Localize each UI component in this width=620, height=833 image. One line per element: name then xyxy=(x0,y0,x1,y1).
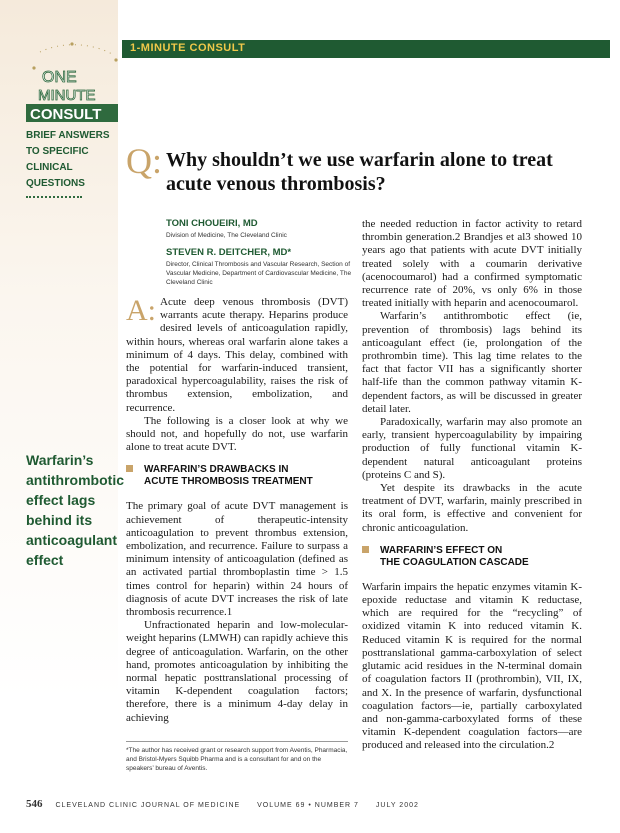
section-header-label: 1-MINUTE CONSULT xyxy=(130,42,246,54)
tagline-line: BRIEF ANSWERS xyxy=(26,130,110,141)
tagline-line: TO SPECIFIC xyxy=(26,146,89,157)
heading-line: ACUTE THROMBOSIS TREATMENT xyxy=(144,476,313,488)
pull-quote-line: anticoagulant xyxy=(26,532,118,548)
svg-text:MINUTE: MINUTE xyxy=(38,87,96,104)
author-affiliation: Division of Medicine, The Cleveland Clinic xyxy=(166,232,287,239)
body-paragraph: Yet despite its drawbacks in the acute treatment of DVT, warfarin, mainly prescribed in its oral form, is effective and convenient for chronic anticoagulation. xyxy=(362,482,582,534)
section-heading-drawbacks xyxy=(126,464,348,488)
section-header-bar xyxy=(122,40,610,58)
heading-line: WARFARIN’S EFFECT ON xyxy=(380,544,503,556)
author-name: TONI CHOUEIRI, MD xyxy=(166,218,258,229)
pull-quote xyxy=(26,450,124,570)
answer-paragraph xyxy=(126,296,348,415)
page-footer xyxy=(26,798,433,810)
author-affiliation: Director, Clinical Thrombosis and Vascular Research, Section of Vascular Medicine, Department of Cardiovascular Medicine, The Cleveland Clinic xyxy=(166,261,352,286)
body-paragraph: The primary goal of acute DVT management is achievement of therapeutic-intensity anticoagulation to prevent thrombus extension, embolization, and recurrence. Failure to surpass a minimum intensity of anticoagulation (defined as an activated partial thromboplastin time > 1.5 times control for heparin) within 24 hours of diagnosis of acute DVT increases the risk of late thrombosis recurrence.1 xyxy=(126,500,348,619)
square-bullet-icon xyxy=(126,465,133,472)
svg-text:CONSULT: CONSULT xyxy=(30,106,102,123)
body-paragraph: the needed reduction in factor activity to retard thrombin generation.2 Brandjes et al3 showed 10 years ago that patients with acute DVT initially treated solely with a coumarin derivative (acenocoumarol) had a confirmed symptomatic recurrence rate of 20%, vs only 6% in those treated initially with heparin and acenocoumarol. xyxy=(362,218,582,310)
body-paragraph: Warfarin’s antithrombotic effect (ie, prevention of thrombosis) lags behind its anticoagulant effect (ie, prolongation of the prothrombin time). This lag time relates to the fact that factor VII has a significantly shorter half-life than the common pathway vitamin K-dependent factors, as will be discussed in greater detail later. xyxy=(362,310,582,415)
body-paragraph: Unfractionated heparin and low-molecular-weight heparins (LMWH) can rapidly achieve this degree of anticoagulation. Warfarin, on the other hand, promotes anticoagulation by inhibiting the normal hepatic posttranslational processing of vitamin K-dependent coagulation factors; therefore, there is a minimum 4-day delay in achieving xyxy=(126,619,348,724)
body-paragraph: Paradoxically, warfarin may also promote an early, transient hypercoagulability by impairing production of fully functional vitamin K-dependent natural anticoagulant proteins (proteins C and S). xyxy=(362,416,582,481)
body-paragraph: The following is a closer look at why we should not, and hopefully do not, use warfarin alone to treat acute DVT. xyxy=(126,414,348,454)
section-heading-coagulation xyxy=(362,545,582,569)
one-minute-consult-logo xyxy=(20,38,122,126)
issue-date: JULY 2002 xyxy=(375,802,419,809)
body-paragraph: Warfarin impairs the hepatic enzymes vitamin K-epoxide reductase and vitamin K reductase, which are required for the “recycling” of oxidized vitamin K into reduced vitamin K. Reduced vitamin K is required for the normal posttranslational gamma-carboxylation of select glutamic acid residues in the N-terminal domain of coagulation factors II (prothrombin), VII, IX, and X. In the presence of warfarin, dysfunctional coagulation factors—ie, partially carboxylated and non-gamma-carboxylated forms of these vitamin K-dependent coagulation factors—are produced and released into the circulation.2 xyxy=(362,580,582,752)
right-column xyxy=(362,218,582,753)
journal-name: CLEVELAND CLINIC JOURNAL OF MEDICINE xyxy=(55,802,241,809)
pull-quote-line: Warfarin’s xyxy=(26,452,94,468)
pull-quote-line: effect lags xyxy=(26,492,96,508)
question-title: Why shouldn’t we use warfarin alone to treat acute venous thrombosis? xyxy=(166,149,553,195)
volume-info: VOLUME 69 • NUMBER 7 xyxy=(257,802,359,809)
author-block xyxy=(166,218,356,294)
brief-answers-tagline xyxy=(26,128,112,198)
answer-letter: A: xyxy=(126,294,156,327)
heading-line: THE COAGULATION CASCADE xyxy=(380,556,529,568)
pull-quote-line: effect xyxy=(26,552,64,568)
square-bullet-icon xyxy=(362,546,369,553)
answer-text: Acute deep venous thrombosis (DVT) warrants acute therapy. Heparins produce desired levels of anticoagulation rapidly, within hours, whereas oral warfarin alone takes a minimum of 4 days. This delay, combined with the potential for warfarin-induced transient, paradoxical hypercoagulability, raises the risk of thrombus extension, embolization, and recurrence. xyxy=(126,296,348,414)
left-column xyxy=(126,296,348,725)
tagline-line: QUESTIONS xyxy=(26,178,85,189)
author-name: STEVEN R. DEITCHER, MD* xyxy=(166,247,292,258)
svg-text:ONE: ONE xyxy=(42,69,77,86)
footnote: *The author has received grant or research support from Aventis, Pharmacia, and Bristol-Myers Squibb Pharma and is a consultant for and on the speakers’ bureau of Aventis. xyxy=(126,741,348,773)
page-number: 546 xyxy=(26,798,43,810)
dotted-divider xyxy=(26,192,82,198)
tagline-line: CLINICAL xyxy=(26,162,73,173)
pull-quote-line: behind its xyxy=(26,512,93,528)
question-letter: Q: xyxy=(126,141,162,181)
heading-line: WARFARIN’S DRAWBACKS IN xyxy=(144,464,289,476)
pull-quote-line: antithrombotic xyxy=(26,472,124,488)
